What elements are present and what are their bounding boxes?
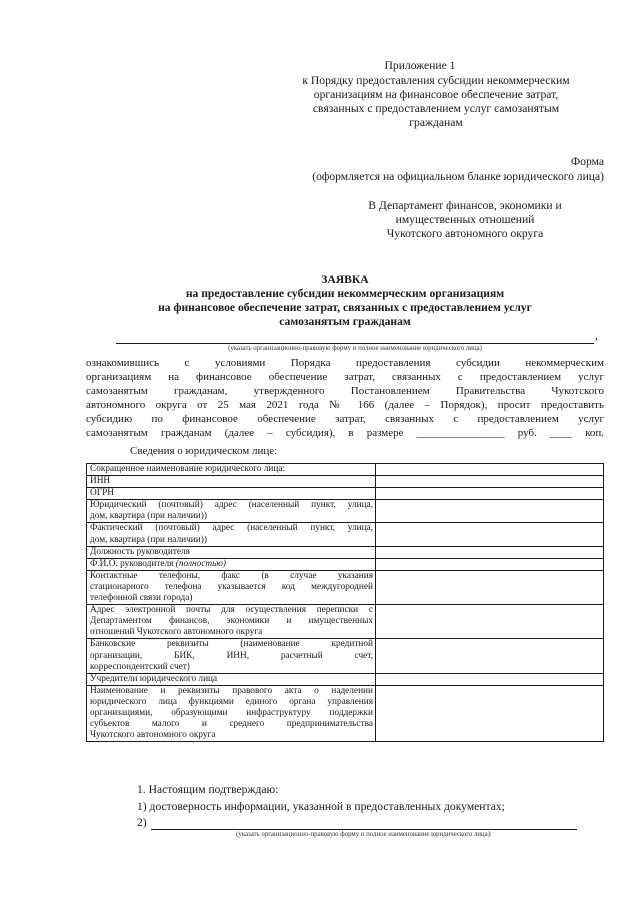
applicant-hint: (указать организационно-правовую форму и полное наименование юридического лица) [228,345,482,352]
row-value[interactable] [376,605,604,639]
table-row [87,673,604,685]
row-label: Контактные телефоны, факс (в случае указания стационарного телефона указывается код междугородней телефонной связи города) [87,570,376,604]
table-row [87,639,604,673]
row-value[interactable] [376,476,604,488]
body-paragraph [86,356,604,440]
appendix-line: организациям на финансовое обеспечение затрат, [313,88,559,101]
body-line: субсидию по финансовое обеспечение затрат, связанных с предоставлением услуг [86,413,604,425]
addressee-line: Чукотского автономного округа [386,227,544,240]
table-row [87,685,604,741]
row-label: ОГРН [87,488,376,500]
row-value[interactable] [376,500,604,523]
table-row [87,500,604,523]
appendix-text [268,74,604,130]
row-label: Сокращенное наименование юридического лица: [87,464,376,476]
table-row [87,488,604,500]
table-row [87,558,604,570]
row-label: Юридический (почтовый) адрес (населенный пункт, улица, дом, квартира (при наличии)) [87,500,376,523]
form-label: Форма [571,155,604,168]
table-row [87,523,604,546]
row-value[interactable] [376,488,604,500]
confirm-item-2-label: 2) [137,816,147,829]
row-value[interactable] [376,570,604,604]
table-row [87,570,604,604]
row-value[interactable] [376,673,604,685]
appendix-line: связанных с предоставлением услуг самозанятым [312,102,560,115]
info-heading: Сведения о юридическом лице: [130,445,278,457]
row-value[interactable] [376,523,604,546]
heading-line: на финансовое обеспечение затрат, связанных с предоставлением услуг [158,301,532,314]
addressee-line: имущественных отношений [395,213,535,226]
body-line: автономного округа от 25 мая 2021 года № 166 (далее – Порядок), просит предоставить [86,399,604,411]
addressee-line: В Департамент финансов, экономики и [368,199,562,212]
applicant-comma: , [595,329,598,342]
table-row [87,464,604,476]
appendix-line: гражданам [409,116,463,129]
body-line: организациям на финансовое обеспечение затрат, связанных с предоставлением услуг [86,371,604,383]
confirm-item-1: 1) достоверность информации, указанной в предоставленных документах; [137,800,505,813]
heading-line: самозанятым гражданам [279,315,411,328]
page-title: ЗАЯВКА [321,273,369,286]
row-label: Наименование и реквизиты правового акта о наделении юридического лица функциями единого органа управления организациями, образующими инфраструктуру поддержки субъектов малого и среднего предпринимательства Чукотского автономного округа [87,685,376,741]
row-value[interactable] [376,464,604,476]
row-label: Ф.И.О. руководителя (полностью) [87,558,376,570]
row-label: Адрес электронной почты для осуществления переписки с Департаментом финансов, экономики и имущественных отношений Чукотского автономного округа [87,605,376,639]
appendix-title: Приложение 1 [384,59,456,72]
applicant-name-field[interactable] [116,329,594,344]
appendix-line: к Порядку предоставления субсидии некоммерческим [302,74,570,87]
addressee [345,199,585,241]
row-label: Фактический (почтовый) адрес (населенный пункт, улица, дом, квартира (при наличии)) [87,523,376,546]
row-value[interactable] [376,685,604,741]
heading-line: на предоставление субсидии некоммерческим организациям [185,287,505,300]
row-value[interactable] [376,558,604,570]
confirm-heading: 1. Настоящим подтверждаю: [137,783,279,796]
body-line: ознакомившись с условиями Порядка предоставления субсидии некоммерческим [86,357,604,369]
body-line: самозанятым гражданам (далее – субсидия), в размере ________________ руб. ____ коп. [86,427,604,439]
row-value[interactable] [376,546,604,558]
row-value[interactable] [376,639,604,673]
form-note: (оформляется на официальном бланке юридического лица) [312,170,604,183]
row-label: Банковские реквизиты (наименование кредитной организации, БИК, ИНН, расчетный счет, корреспондентский счет) [87,639,376,673]
confirm-item-2-field[interactable] [151,816,577,830]
table-row [87,546,604,558]
row-label: ИНН [87,476,376,488]
application-heading [86,273,604,329]
confirm-item-2-hint: (указать организационно-правовую форму и полное наименование юридического лица): [236,831,492,838]
table-row [87,605,604,639]
table-row [87,476,604,488]
legal-entity-table [86,463,604,742]
row-label: Должность руководителя [87,546,376,558]
body-line: самозанятым гражданам, утвержденного Постановлением Правительства Чукотского [86,385,604,397]
row-label: Учредители юридического лица [87,673,376,685]
